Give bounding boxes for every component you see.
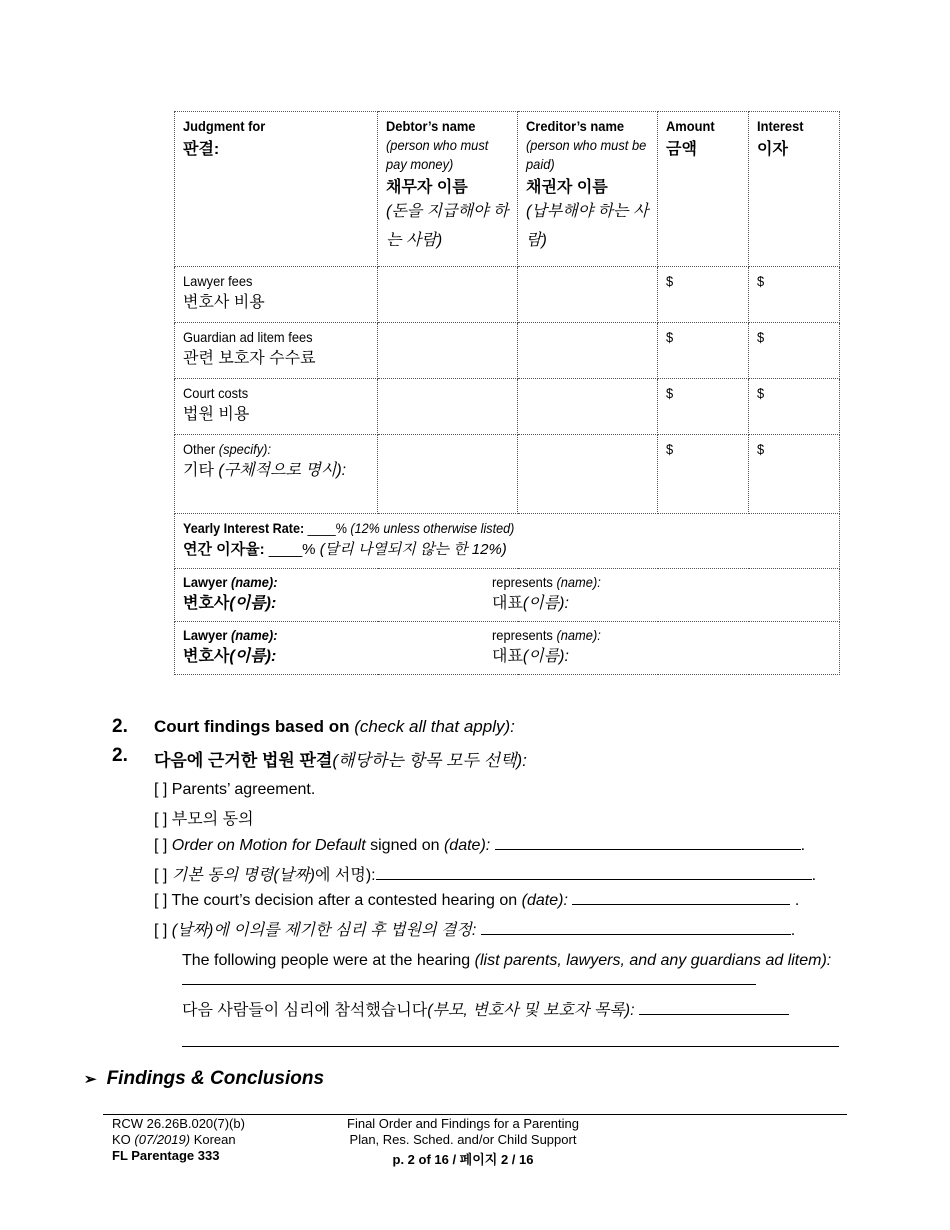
checkbox-parents-agreement-ko[interactable]: [ ] 부모의 동의 [154,811,254,828]
hearing-attendees-ko: 다음 사람들이 심리에 참석했습니다(부모, 변호사 및 보호자 목록): [182,997,842,1020]
debtor-field[interactable] [378,435,518,514]
interest-rate-row: Yearly Interest Rate: ____% (12% unless otherwise listed) 연간 이자율: ____% (달리 나열되지 않는 한 12%) [175,514,840,569]
creditor-field[interactable] [518,379,658,435]
findings-heading: ➢ Findings & Conclusions [84,1068,325,1089]
hearing-attendees-extra-line[interactable] [182,1046,839,1047]
debtor-field[interactable] [378,379,518,435]
footer-center: Final Order and Findings for a Parenting Plan, Res. Sched. and/or Child Support p. 2 of 16 / 페이지 2 / 16 [310,1116,616,1168]
other-specify-field[interactable]: Other (specify): 기타 (구체적으로 명시): [175,435,378,514]
default-date-input-ko[interactable] [376,879,812,880]
amount-field[interactable]: $ [658,267,749,323]
lawyer-name-field[interactable]: Lawyer (name): 변호사(이름): [183,627,278,665]
footer-left: RCW 26.26B.020(7)(b) KO (07/2019) Korean FL Parentage 333 [112,1116,245,1163]
interest-field[interactable]: $ [749,379,840,435]
hearing-attendees-input[interactable] [182,984,756,985]
table-header-row [175,112,840,267]
table-row: Court costs 법원 비용 $ $ [175,379,840,435]
contested-date-input-ko[interactable] [481,934,791,935]
header-interest: Interest 이자 [749,112,840,267]
section-title-ko: 다음에 근거한 법원 판결(해당하는 항목 모두 선택): [154,751,527,770]
header-creditor: Creditor’s name (person who must be paid) 채권자 이름 (납부해야 하는 사람) [518,112,658,267]
checkbox-contested-hearing[interactable]: [ ] The court’s decision after a contested hearing on (date): . [154,892,800,909]
checkbox-default-order[interactable]: [ ] Order on Motion for Default signed on (date): . [154,837,806,854]
contested-date-input[interactable] [572,904,790,905]
checkbox[interactable]: [ ] [154,922,168,939]
amount-field[interactable]: $ [658,323,749,379]
header-debtor: Debtor’s name (person who must pay money) 채무자 이름 (돈을 지급해야 하는 사람) [378,112,518,267]
creditor-field[interactable] [518,435,658,514]
table-row: Guardian ad litem fees 관련 보호자 수수료 $ $ [175,323,840,379]
lawyer-row [175,569,840,622]
judgment-table [174,111,840,675]
section-title: Court findings based on (check all that apply): [154,717,515,736]
interest-rate-input-ko[interactable]: ____ [268,541,303,558]
debtor-field[interactable] [378,323,518,379]
represents-name-field[interactable]: represents (name): 대표(이름): [492,627,601,665]
interest-field[interactable]: $ [749,267,840,323]
interest-field[interactable]: $ [749,435,840,514]
debtor-field[interactable] [378,267,518,323]
checkbox[interactable]: [ ] [154,811,168,828]
section-number-ko: 2. [112,745,128,766]
footer-rule [103,1114,847,1115]
header-amount: Amount 금액 [658,112,749,267]
default-date-input[interactable] [495,849,801,850]
checkbox[interactable]: [ ] [154,837,168,854]
represents-name-field[interactable]: represents (name): 대표(이름): [492,574,601,612]
lawyer-row [175,622,840,675]
header-judgment: Judgment for 판결: [175,112,378,267]
amount-field[interactable]: $ [658,379,749,435]
interest-field[interactable]: $ [749,323,840,379]
table-row: Lawyer fees 변호사 비용 $ $ [175,267,840,323]
creditor-field[interactable] [518,323,658,379]
interest-rate-input[interactable]: ____ [307,520,336,536]
checkbox-contested-hearing-ko[interactable]: [ ] (날짜)에 이의를 제기한 심리 후 법원의 결정: . [154,922,796,939]
checkbox[interactable]: [ ] [154,867,168,884]
checkbox-parents-agreement[interactable]: [ ] Parents’ agreement. [154,781,316,798]
section-number: 2. [112,716,128,737]
amount-field[interactable]: $ [658,435,749,514]
arrow-bullet-icon: ➢ [84,1071,97,1088]
checkbox[interactable]: [ ] [154,892,168,909]
creditor-field[interactable] [518,267,658,323]
hearing-attendees: The following people were at the hearing (list parents, lawyers, and any guardians ad litem): [182,951,839,991]
table-row-other [175,435,840,514]
page-number: p. 2 of 16 / 페이지 2 / 16 [392,1152,534,1167]
hearing-attendees-input-ko[interactable] [639,1014,789,1015]
checkbox-default-order-ko[interactable]: [ ] 기본 동의 명령(날짜)에 서명): . [154,867,817,884]
checkbox[interactable]: [ ] [154,781,168,798]
lawyer-name-field[interactable]: Lawyer (name): 변호사(이름): [183,574,278,612]
